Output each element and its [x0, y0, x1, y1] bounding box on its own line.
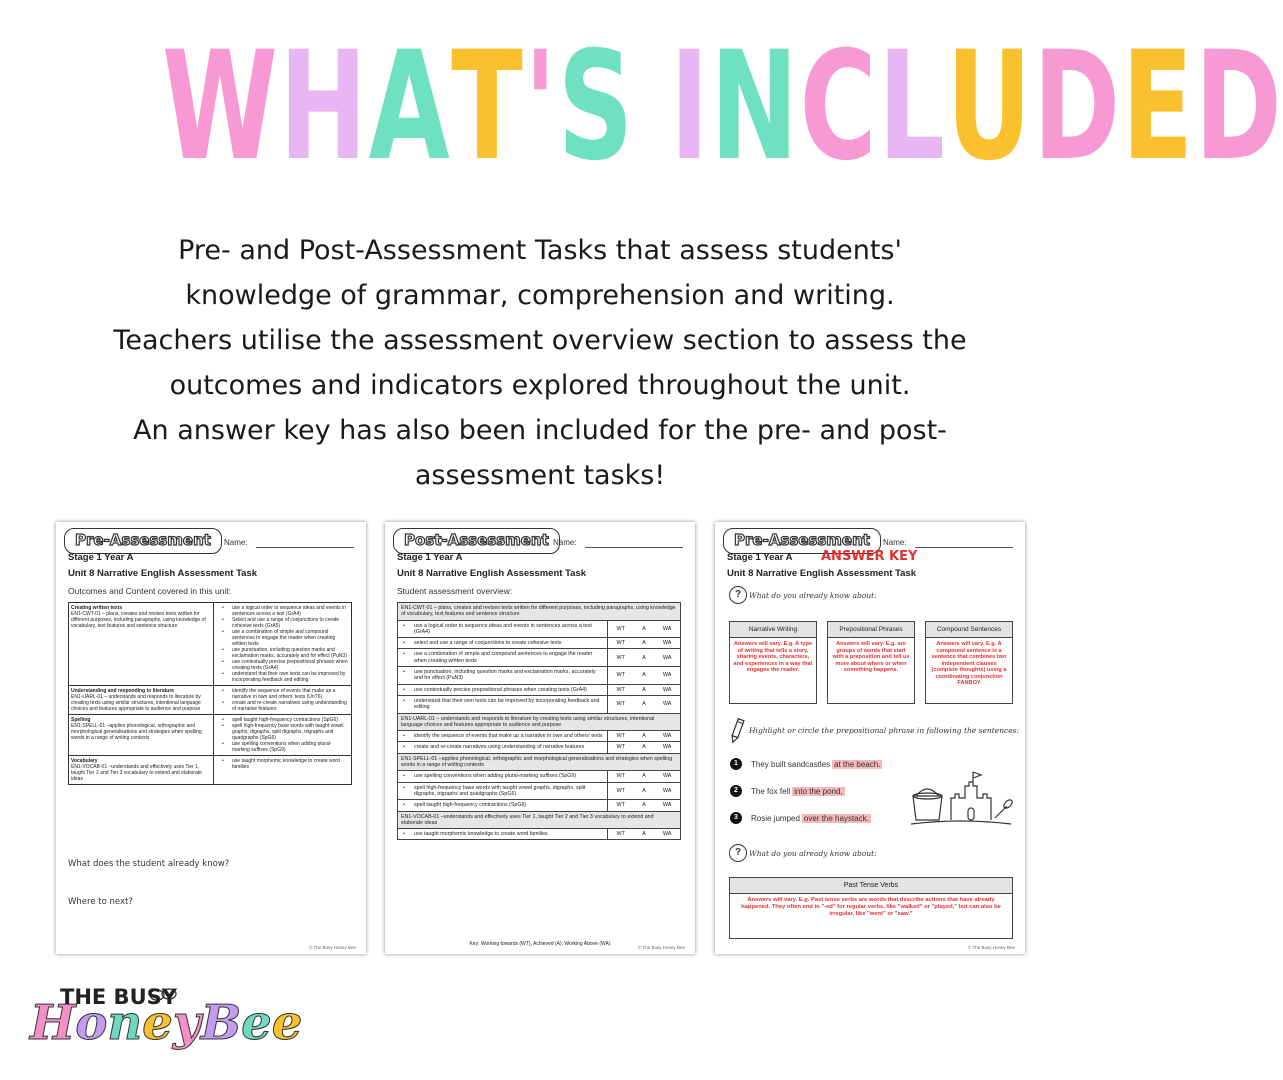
logo-letter: n [107, 995, 143, 1051]
grade-label: WA [662, 744, 672, 751]
description [40, 228, 1040, 498]
content-item: • use a logical order to sequence ideas and events in sentences across a text (GrA4) [222, 605, 349, 617]
description-line: An answer key has also been included for the pre- and post- [133, 415, 947, 446]
grade-label: A [642, 773, 646, 780]
content-item: • use taught morphemic knowledge to create word families [222, 758, 349, 770]
outcome-text: EN1-VOCAB-01 –understands and effectively uses Tier 1, taught Tier 2 and Tier 3 vocabulary to extend and elaborate ideas [71, 764, 202, 782]
grade-label: WA [662, 701, 672, 708]
grade-label: WA [662, 686, 672, 693]
unit-label: Unit 8 Narrative English Assessment Task [397, 568, 587, 579]
post-assessment-page [385, 522, 695, 954]
footer: © The Busy Honey Bee [308, 945, 356, 950]
grade-label: WA [662, 654, 672, 661]
outcome-cell [69, 603, 214, 685]
indicator-text: • use spelling conventions when adding plural-marking suffixes (SpG9) [398, 771, 608, 781]
grade-label: A [642, 744, 646, 751]
table-row [398, 696, 680, 714]
indicator-text: • use a logical order to sequence ideas and events in sentences across a text (GrA4) [398, 621, 608, 638]
grade-label: A [642, 640, 646, 647]
logo-letter: e [241, 995, 272, 1051]
sentence-text: The fox fell [751, 786, 791, 796]
answer-box-body: Answers will vary. E.g. Past tense verbs are words that describe actions that have already happened. They often end in "-ed" for regular verbs, like "walked" or "played," but can also be irregular, like "went" or "saw." [741, 897, 1001, 917]
title-letter: S [557, 20, 635, 194]
sentence-number: 3 [730, 812, 742, 824]
description-line: Pre- and Post-Assessment Tasks that assess students' [178, 235, 902, 266]
overview-table [397, 602, 681, 840]
pre-assessment-page [56, 522, 366, 954]
answer-key-page [715, 522, 1025, 954]
title-letter: I [669, 20, 711, 194]
grade-label: WA [662, 640, 672, 647]
content-item: • spell taught high-frequency contractions (SpG6) [222, 717, 349, 723]
outcome-cell [69, 715, 214, 755]
question-text: What do you already know about: [749, 591, 877, 600]
sentence-number: 2 [730, 785, 742, 797]
title-letter: D [1194, 20, 1283, 194]
content-item: • identify the sequence of events that make up a narrative in own and others' texts (UnT6) [222, 688, 349, 700]
grade-label: WT [616, 831, 626, 838]
name-label: Name: [224, 538, 248, 547]
grade-label: WA [662, 787, 672, 794]
title-letter: E [1121, 20, 1195, 194]
grade-label: WT [616, 787, 626, 794]
grade-label: WA [662, 733, 672, 740]
sentence-text: They built sandcastles [751, 759, 831, 769]
name-line [256, 547, 354, 548]
title-letter: N [710, 20, 800, 194]
answer-box-head: Prepositional Phrases [828, 622, 914, 638]
table-row [398, 731, 680, 742]
title-letter: L [878, 20, 947, 194]
section-header: EN1-VOCAB-01 –understands and effectively uses Tier 1, taught Tier 2 and Tier 3 vocabulary to extend and elaborate ideas [398, 812, 680, 829]
grade-label: WT [616, 654, 626, 661]
indicator-text: • spell taught high-frequency contractions (SpG6) [398, 800, 608, 810]
highlighted-phrase: into the pond. [794, 786, 843, 796]
grade-label: A [642, 787, 646, 794]
content-item: • use a combination of simple and compound sentences to engage the reader when creating written texts [222, 629, 349, 647]
logo-letter: B [200, 995, 242, 1051]
sentence [730, 785, 845, 797]
content-cell [214, 603, 351, 685]
footer: © The Busy Honey Bee [637, 945, 685, 950]
grade-cells [608, 621, 680, 638]
doc-caption: Post-Assessment [393, 528, 560, 554]
answer-box-body: Answers will vary. E.g. are groups of words that start with a preposition and tell us more about where or when something happens. [832, 641, 910, 673]
answer-box-body: Answers will vary. E.g. A type of writing that tells a story, sharing events, characters, and experiences in a way that engages the reader. [733, 641, 813, 673]
indicator-text: • understand that their own texts can be improved by incorporating feedback and editing [398, 696, 608, 713]
indicator-text: • use taught morphemic knowledge to create word families [398, 829, 608, 839]
grade-cells [608, 771, 680, 781]
outcome-text: EN1-CWT-01 – plans, creates and revises texts written for different purposes, including paragraphs, using knowledge of vocabulary, text features and sentence structure [71, 611, 206, 629]
grade-cells [608, 685, 680, 695]
brand-logo [30, 985, 303, 1075]
grade-label: WA [662, 773, 672, 780]
sandcastle-icon [911, 768, 1011, 828]
section-header-row [398, 754, 680, 772]
grade-cells [608, 638, 680, 648]
table-row [398, 800, 680, 811]
name-line [915, 547, 1013, 548]
grade-label: A [642, 625, 646, 632]
description-line: assessment tasks! [414, 460, 666, 491]
content-item: • use contextually precise prepositional phrases when creating texts (GrA4) [222, 659, 349, 671]
page-title [162, 20, 1283, 194]
table-row [69, 756, 351, 784]
footer: © The Busy Honey Bee [967, 945, 1015, 950]
question-text: What do you already know about: [749, 849, 877, 858]
table-row [398, 742, 680, 753]
grade-label: WT [616, 701, 626, 708]
grade-label: A [642, 831, 646, 838]
grade-label: WT [616, 733, 626, 740]
outcome-text: EN1-UARL-01 – understands and responds to literature by creating texts using similar structures, intentional language choices and features appropriate to audience and purpose [71, 694, 201, 712]
unit-label: Unit 8 Narrative English Assessment Task [68, 568, 258, 579]
logo-letter: e [271, 995, 303, 1051]
outcome-text: EN1-SPELL-01 –applies phonological, orthographic and morphological generalisations and strategies when spelling words in a range of writing contexts [71, 723, 202, 741]
table-row [398, 621, 680, 639]
sentence-number: 1 [730, 758, 742, 770]
table-row [398, 667, 680, 685]
highlighted-phrase: over the haystack. [803, 813, 869, 823]
title-letter: A [368, 20, 452, 194]
pencil-icon [728, 718, 746, 744]
content-item: • understand that their own texts can be improved by incorporating feedback and editing [222, 671, 349, 683]
answer-box [729, 621, 817, 704]
content-item: • use punctuation, including question marks and exclamation marks, accurately and for effect (PuN3) [222, 647, 349, 659]
question-know: What does the student already know? [68, 859, 230, 869]
answer-box [925, 621, 1013, 704]
table-row [398, 685, 680, 696]
grade-label: WT [616, 625, 626, 632]
description-line: knowledge of grammar, comprehension and writing. [185, 280, 895, 311]
title-letter: H [279, 20, 369, 194]
indicator-text: • spell high-frequency base words with taught vowel graphs, digraphs, split digraphs, trigraphs and quadgraphs (SpG6) [398, 783, 608, 800]
title-letter: ' [524, 20, 558, 194]
table-row [398, 771, 680, 782]
outcome-heading: Creating written texts [71, 605, 123, 611]
grade-cells [608, 742, 680, 752]
unit-label: Unit 8 Narrative English Assessment Task [727, 568, 917, 579]
name-label: Name: [553, 538, 577, 547]
indicator-text: • use a combination of simple and compound sentences to engage the reader when creating written texts [398, 649, 608, 666]
grade-cells [608, 829, 680, 839]
logo-letter: e [142, 995, 173, 1051]
grade-label: WA [662, 625, 672, 632]
grade-label: WT [616, 640, 626, 647]
content-item: • use spelling conventions when adding plural-marking suffixes (SpG9) [222, 741, 349, 753]
title-letter: C [799, 20, 879, 194]
outcomes-table [68, 602, 352, 785]
title-letter: W [162, 20, 280, 194]
sentence [730, 812, 871, 824]
outcome-heading: Spelling [71, 717, 91, 723]
content-item: • create and re-create narratives using understanding of narrative features [222, 700, 349, 712]
question-icon: ? [729, 586, 747, 604]
title-letter: D [1032, 20, 1122, 194]
stage-label: Stage 1 Year A [727, 552, 793, 563]
content-cell [214, 686, 351, 714]
grade-cells [608, 667, 680, 684]
content-cell [214, 715, 351, 755]
section-header-row [398, 812, 680, 830]
table-row [398, 638, 680, 649]
stage-label: Stage 1 Year A [68, 552, 134, 563]
grade-cells [608, 649, 680, 666]
grade-label: A [642, 733, 646, 740]
grade-cells [608, 731, 680, 741]
grade-label: WA [662, 831, 672, 838]
description-line: Teachers utilise the assessment overview section to assess the [113, 325, 967, 356]
question-next: Where to next? [68, 897, 133, 907]
section-header-row [398, 603, 680, 621]
outcome-cell [69, 756, 214, 784]
content-item: • Select and use a range of conjunctions to create cohesive texts (GrA5) [222, 617, 349, 629]
question-text: Highlight or circle the prepositional phrase in following the sentences: [749, 726, 1020, 735]
content-item: • spell high-frequency base words with taught vowel graphs, digraphs, split digraphs, trigraphs and quadgraphs (SpG6) [222, 723, 349, 741]
logo-letter: y [172, 995, 201, 1051]
logo-letter: H [30, 995, 76, 1051]
outcome-cell [69, 686, 214, 714]
table-row [69, 686, 351, 715]
grade-label: WT [616, 672, 626, 679]
logo-line1: THE BUSY [60, 985, 177, 1009]
section-header: EN1-SPELL-01 –applies phonological, orthographic and morphological generalisations and strategies when spelling words in a range of writing contexts [398, 754, 680, 771]
question-icon: ? [729, 844, 747, 862]
grade-label: WA [662, 802, 672, 809]
table-row [398, 649, 680, 667]
subtitle: Student assessment overview: [397, 586, 513, 596]
answer-box [827, 621, 915, 704]
logo-line2 [30, 995, 302, 1051]
answer-box-head: Narrative Writing [730, 622, 816, 638]
indicator-text: • use punctuation, including question marks and exclamation marks, accurately and for effect (PuN3) [398, 667, 608, 684]
title-letter: U [946, 20, 1033, 194]
outcome-heading: Vocabulary [71, 758, 98, 764]
outcome-heading: Understanding and responding to literature [71, 688, 175, 694]
answer-box [729, 877, 1013, 939]
answer-box-head: Past Tense Verbs [730, 878, 1012, 894]
section-header: EN1-CWT-01 – plans, creates and revises texts written for different purposes, including paragraphs, using knowledge of vocabulary, text features and sentence structure [398, 603, 680, 620]
answer-box-body: Answers will vary. E.g. A compound sentence is a sentence that combines two independent clauses (complete thoughts) using a coordinating conjunction FANBOY [931, 641, 1007, 686]
grade-label: A [642, 686, 646, 693]
grade-label: WT [616, 686, 626, 693]
grade-cells [608, 783, 680, 800]
doc-caption: Pre-Assessment [723, 528, 881, 554]
grade-cells [608, 696, 680, 713]
table-row [69, 603, 351, 686]
logo-letter: o [75, 995, 108, 1051]
indicator-text: • create and re-create narratives using understanding of narrative features [398, 742, 608, 752]
section-header: EN1-UARL-01 – understands and responds to literature by creating texts using similar structures, intentional language choices and features appropriate to audience and purpose [398, 714, 680, 731]
grade-label: WT [616, 802, 626, 809]
grade-label: WA [662, 672, 672, 679]
title-letter: T [451, 20, 525, 194]
grade-label: WT [616, 773, 626, 780]
grade-label: A [642, 672, 646, 679]
table-row [69, 715, 351, 756]
sentence-text: Rosie jumped [751, 813, 800, 823]
indicator-text: • use contextually precise prepositional phrases when creating texts (GrA4) [398, 685, 608, 695]
grade-label: A [642, 802, 646, 809]
highlighted-phrase: at the beach. [834, 759, 881, 769]
answer-key-label: ANSWER KEY [821, 549, 918, 564]
answer-box-head: Compound Sentences [926, 622, 1012, 638]
sentence [730, 758, 882, 770]
indicator-text: • identify the sequence of events that make up a narrative in own and others' texts [398, 731, 608, 741]
content-cell [214, 756, 351, 784]
table-row [398, 783, 680, 801]
table-row [398, 829, 680, 839]
doc-caption: Pre-Assessment [64, 528, 222, 554]
grade-cells [608, 800, 680, 810]
indicator-text: • select and use a range of conjunctions to create cohesive texts [398, 638, 608, 648]
grade-label: A [642, 701, 646, 708]
grade-label: WT [616, 744, 626, 751]
name-label: Name: [883, 538, 907, 547]
stage-label: Stage 1 Year A [397, 552, 463, 563]
section-header-row [398, 714, 680, 732]
grade-label: A [642, 654, 646, 661]
subtitle: Outcomes and Content covered in this unit: [68, 586, 232, 596]
description-line: outcomes and indicators explored throughout the unit. [169, 370, 911, 401]
name-line [585, 547, 683, 548]
grade-key: Key: Working towards (WT), Achieved (A), Working Above (WA) [469, 941, 611, 947]
